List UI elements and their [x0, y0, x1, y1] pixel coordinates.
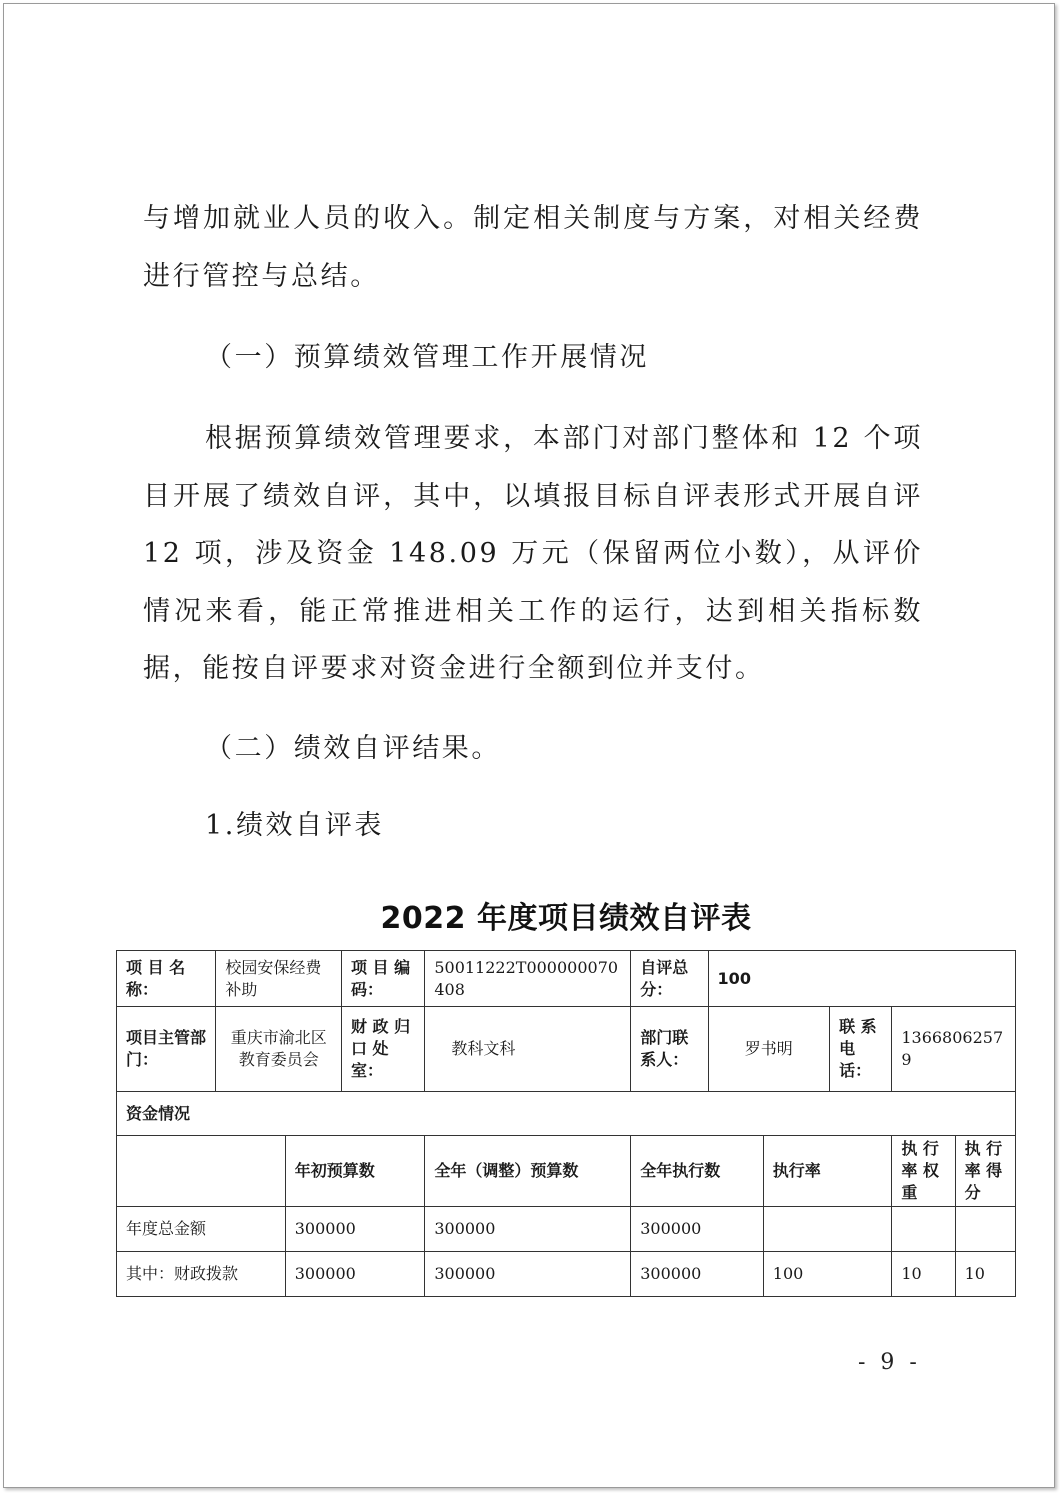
- table-row: [117, 1092, 1016, 1136]
- phone-value: 13668062579: [892, 1007, 1016, 1092]
- performance-evaluation-table: [116, 950, 1016, 1297]
- row-weight: [892, 1207, 955, 1252]
- finance-office-label: 财 政 归口 处室：: [341, 1007, 424, 1092]
- body-paragraph-2: 根据预算绩效管理要求，本部门对部门整体和 12 个项目开展了绩效自评，其中，以填报目标自评表形式开展自评 12 项，涉及资金 148.09 万元（保留两位小数），从评价情况来看，能正常推进相关工作的运行，达到相关指标数据，能按自评要求对资金进行全额到位并支付。: [143, 423, 923, 684]
- row-adjusted-budget: 300000: [425, 1207, 631, 1252]
- project-code-label: 项 目 编码：: [341, 951, 424, 1007]
- table-row: [117, 951, 1016, 1007]
- row-score: 10: [955, 1252, 1015, 1297]
- row-weight: 10: [892, 1252, 955, 1297]
- contact-label: 部门联系人：: [631, 1007, 708, 1092]
- contact-value: 罗书明: [708, 1007, 830, 1092]
- table-header-row: [117, 1136, 1016, 1207]
- header-weight: 执 行 率 权 重: [892, 1136, 955, 1207]
- total-score-label: 自评总分：: [631, 951, 708, 1007]
- header-execution: 全年执行数: [631, 1136, 764, 1207]
- dept-value: 重庆市渝北区教育委员会: [216, 1007, 342, 1092]
- subsection-heading: 1.绩效自评表: [205, 810, 384, 841]
- row-adjusted-budget: 300000: [425, 1252, 631, 1297]
- table-title: 2022 年度项目绩效自评表: [380, 901, 752, 936]
- row-execution: 300000: [631, 1252, 764, 1297]
- table-row: [117, 1007, 1016, 1092]
- project-code-value: 50011222T000000070408: [425, 951, 631, 1007]
- header-initial-budget: 年初预算数: [285, 1136, 425, 1207]
- page-number: - 9 -: [858, 1350, 921, 1375]
- header-blank: [117, 1136, 286, 1207]
- header-adjusted-budget: 全年（调整）预算数: [425, 1136, 631, 1207]
- project-name-label: 项 目 名称：: [117, 951, 216, 1007]
- table-row: [117, 1207, 1016, 1252]
- body-paragraph-1: 与增加就业人员的收入。制定相关制度与方案，对相关经费进行管控与总结。: [143, 203, 923, 292]
- row-execution: 300000: [631, 1207, 764, 1252]
- table-row: [117, 1252, 1016, 1297]
- header-rate: 执行率: [763, 1136, 892, 1207]
- total-score-value: 100: [708, 951, 1015, 1007]
- dept-label: 项目主管部门：: [117, 1007, 216, 1092]
- row-rate: [763, 1207, 892, 1252]
- section-heading-1: （一）预算绩效管理工作开展情况: [205, 342, 649, 373]
- row-rate: 100: [763, 1252, 892, 1297]
- header-score: 执 行 率 得 分: [955, 1136, 1015, 1207]
- row-score: [955, 1207, 1015, 1252]
- row-initial-budget: 300000: [285, 1252, 425, 1297]
- section-heading-2: （二）绩效自评结果。: [205, 733, 501, 764]
- funds-section-label: 资金情况: [117, 1092, 1016, 1136]
- project-name-value: 校园安保经费补助: [216, 951, 342, 1007]
- phone-label: 联 系 电话：: [830, 1007, 892, 1092]
- row-label: 其中：财政拨款: [117, 1252, 286, 1297]
- row-initial-budget: 300000: [285, 1207, 425, 1252]
- row-label: 年度总金额: [117, 1207, 286, 1252]
- finance-office-value: 教科文科: [425, 1007, 631, 1092]
